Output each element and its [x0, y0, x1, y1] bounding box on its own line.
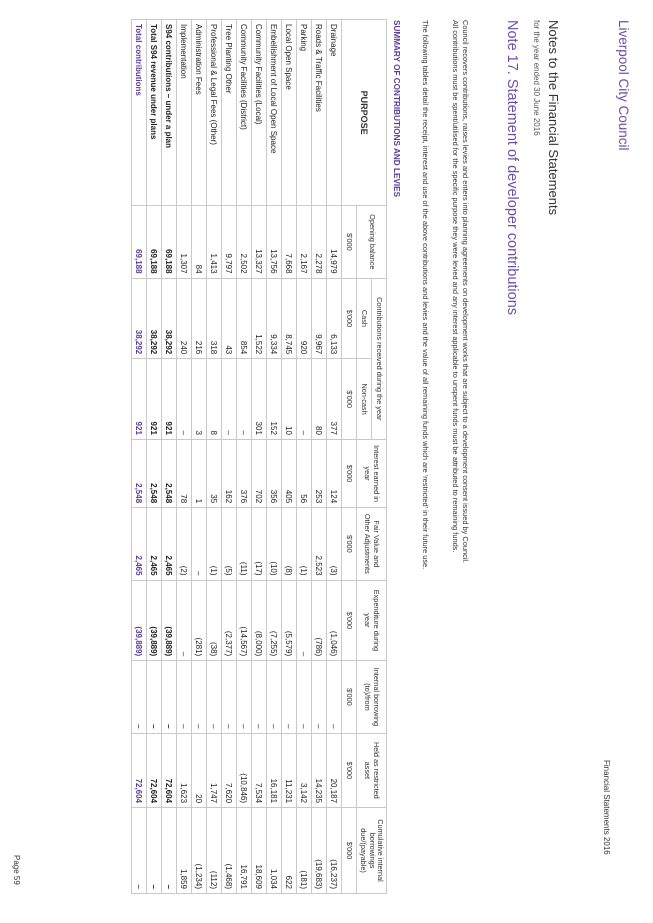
unit-label: $'000 — [342, 206, 357, 278]
row-internal-cell: – — [192, 661, 207, 733]
fair-value-header: Fair Value and Other Adjustments — [357, 508, 387, 580]
row-internal-cell: – — [237, 661, 252, 733]
row-held-cell: 20,187 — [327, 733, 342, 807]
row-opening-cell: 69,188 — [162, 206, 177, 278]
contributions-table — [131, 19, 387, 894]
row-opening-cell: 14,979 — [327, 206, 342, 278]
row-cumulative-cell: – — [147, 808, 162, 894]
row-expenditure-cell: (38) — [207, 580, 222, 661]
row-interest-cell: 78 — [177, 439, 192, 507]
expenditure-header: Expenditure during year — [357, 580, 387, 661]
row-opening-cell: 1,413 — [207, 206, 222, 278]
row-held-cell: 16,181 — [267, 733, 282, 807]
row-purpose-cell: Professional & Legal Fees (Other) — [207, 20, 222, 206]
row-held-cell: 72,604 — [162, 733, 177, 807]
unit-label: $'000 — [342, 808, 357, 894]
table-row — [177, 20, 192, 894]
row-fair-value-cell: (1) — [297, 508, 312, 580]
table-row — [267, 20, 282, 894]
row-cumulative-cell: (16,237) — [327, 808, 342, 894]
row-opening-cell: 1,307 — [177, 206, 192, 278]
row-purpose-cell: Drainage — [327, 20, 342, 206]
row-interest-cell: 702 — [252, 439, 267, 507]
row-opening-cell: 13,756 — [267, 206, 282, 278]
row-purpose-cell: Local Open Space — [282, 20, 297, 206]
unit-label: $'000 — [342, 278, 357, 359]
row-opening-cell: 2,278 — [312, 206, 327, 278]
cumulative-borrowings-header: Cumulative internal borrowings due/(payable) — [357, 808, 387, 894]
row-expenditure-cell: (2,377) — [222, 580, 237, 661]
unit-label: $'000 — [342, 439, 357, 507]
unit-label: $'000 — [342, 359, 357, 440]
row-interest-cell: 2,548 — [147, 439, 162, 507]
row-cumulative-cell: (19,683) — [312, 808, 327, 894]
row-purpose-cell: Community Facilities (Local) — [252, 20, 267, 206]
table-row — [297, 20, 312, 894]
intro-paragraph-1: Council recovers contributions, raises levies and enters into planning agreements on development works that are subject to a development consent issued by Council. — [461, 20, 470, 564]
subtotal-row — [147, 20, 162, 894]
row-opening-cell: 7,668 — [282, 206, 297, 278]
table-row — [192, 20, 207, 894]
row-fair-value-cell: 2,465 — [132, 508, 147, 580]
row-non-cash-cell: 921 — [162, 359, 177, 440]
non-cash-header: Non-cash — [357, 359, 372, 440]
row-cumulative-cell: 1,859 — [177, 808, 192, 894]
table-row — [207, 20, 222, 894]
row-expenditure-cell: (39,889) — [147, 580, 162, 661]
row-purpose-cell: Total contributions — [132, 20, 147, 206]
row-cash-cell: 854 — [237, 278, 252, 359]
row-interest-cell: 162 — [222, 439, 237, 507]
row-opening-cell: 69,188 — [147, 206, 162, 278]
row-held-cell: 1,747 — [207, 733, 222, 807]
row-held-cell: 14,235 — [312, 733, 327, 807]
row-fair-value-cell: (3) — [327, 508, 342, 580]
internal-borrowing-header: Internal borrowing (to)/from — [357, 661, 387, 733]
table-row — [327, 20, 342, 894]
unit-label: $'000 — [342, 661, 357, 733]
row-internal-cell: – — [132, 661, 147, 733]
row-expenditure-cell: (7,255) — [267, 580, 282, 661]
interest-header: Interest earned in year — [357, 439, 387, 507]
row-non-cash-cell: 8 — [207, 359, 222, 440]
row-cumulative-cell: 18,609 — [252, 808, 267, 894]
row-purpose-cell: Roads & Traffic Facilities — [312, 20, 327, 206]
row-cash-cell: 43 — [222, 278, 237, 359]
row-cash-cell: 318 — [207, 278, 222, 359]
row-internal-cell: – — [162, 661, 177, 733]
row-purpose-cell: Tree Planting Other — [222, 20, 237, 206]
row-interest-cell: 35 — [207, 439, 222, 507]
page-number: Page 59 — [12, 855, 21, 885]
period-text: for the year ended 30 June 2016 — [532, 20, 541, 136]
subtotal-row — [162, 20, 177, 894]
contributions-group-header: Contributions received during the year — [372, 278, 387, 439]
row-cumulative-cell: (1,468) — [222, 808, 237, 894]
row-non-cash-cell: – — [297, 359, 312, 440]
row-opening-cell: 9,797 — [222, 206, 237, 278]
row-expenditure-cell: (1,046) — [327, 580, 342, 661]
row-fair-value-cell: 2,465 — [162, 508, 177, 580]
row-held-cell: 11,231 — [282, 733, 297, 807]
row-internal-cell: – — [312, 661, 327, 733]
row-interest-cell: 1 — [192, 439, 207, 507]
row-interest-cell: 2,548 — [132, 439, 147, 507]
row-purpose-cell: Community Facilities (District) — [237, 20, 252, 206]
table-row — [222, 20, 237, 894]
row-fair-value-cell: 2,523 — [312, 508, 327, 580]
row-opening-cell: 2,502 — [237, 206, 252, 278]
row-fair-value-cell: (8) — [282, 508, 297, 580]
row-held-cell: 72,604 — [147, 733, 162, 807]
row-non-cash-cell: – — [222, 359, 237, 440]
total-row — [132, 20, 147, 894]
row-internal-cell: – — [222, 661, 237, 733]
row-expenditure-cell: (39,889) — [162, 580, 177, 661]
row-internal-cell: – — [177, 661, 192, 733]
row-held-cell: 3,142 — [297, 733, 312, 807]
cash-header: Cash — [357, 278, 372, 359]
row-non-cash-cell: 80 — [312, 359, 327, 440]
row-interest-cell: 405 — [282, 439, 297, 507]
purpose-header: PURPOSE — [342, 20, 387, 206]
header-row-1 — [372, 20, 387, 894]
row-opening-cell: 69,188 — [132, 206, 147, 278]
row-purpose-cell: S94 contributions – under a plan — [162, 20, 177, 206]
row-cumulative-cell: 622 — [282, 808, 297, 894]
row-cumulative-cell: 16,791 — [237, 808, 252, 894]
row-fair-value-cell: (5) — [222, 508, 237, 580]
table-row — [312, 20, 327, 894]
row-cash-cell: 6,133 — [327, 278, 342, 359]
unit-label: $'000 — [342, 733, 357, 807]
row-opening-cell: 84 — [192, 206, 207, 278]
row-interest-cell: 56 — [297, 439, 312, 507]
held-restricted-header: Held as restricted asset — [357, 733, 387, 807]
row-interest-cell: 356 — [267, 439, 282, 507]
document-reference: Financial Statements 2016 — [602, 760, 611, 855]
row-cumulative-cell: (112) — [207, 808, 222, 894]
opening-balance-header: Opening balance — [357, 206, 387, 278]
row-held-cell: 72,604 — [132, 733, 147, 807]
row-fair-value-cell: (11) — [237, 508, 252, 580]
row-fair-value-cell: (17) — [252, 508, 267, 580]
row-non-cash-cell: 377 — [327, 359, 342, 440]
row-internal-cell: – — [297, 661, 312, 733]
row-cash-cell: 38,292 — [147, 278, 162, 359]
unit-label: $'000 — [342, 580, 357, 661]
row-held-cell: 7,534 — [252, 733, 267, 807]
organisation-name: Liverpool City Council — [616, 20, 631, 151]
row-cumulative-cell: – — [132, 808, 147, 894]
row-cash-cell: 9,334 — [267, 278, 282, 359]
note-title: Note 17. Statement of developer contributions — [504, 20, 520, 316]
row-cumulative-cell: (181) — [297, 808, 312, 894]
summary-heading: SUMMARY OF CONTRIBUTIONS AND LEVIES — [392, 20, 401, 198]
row-non-cash-cell: 301 — [252, 359, 267, 440]
row-expenditure-cell: (39,889) — [132, 580, 147, 661]
row-cumulative-cell: (1,234) — [192, 808, 207, 894]
intro-paragraph-2: All contributions must be spent/utilised for the specific purpose they were levied and any interest applicable to unspent funds must be attributed to remaining funds. — [451, 20, 460, 553]
row-non-cash-cell: – — [237, 359, 252, 440]
row-cash-cell: 38,292 — [162, 278, 177, 359]
row-expenditure-cell: – — [177, 580, 192, 661]
row-expenditure-cell: (5,579) — [282, 580, 297, 661]
unit-label: $'000 — [342, 508, 357, 580]
row-interest-cell: 376 — [237, 439, 252, 507]
row-non-cash-cell: 152 — [267, 359, 282, 440]
row-expenditure-cell: (14,567) — [237, 580, 252, 661]
row-cumulative-cell: 1,034 — [267, 808, 282, 894]
row-internal-cell: – — [327, 661, 342, 733]
table-row — [252, 20, 267, 894]
row-non-cash-cell: – — [177, 359, 192, 440]
row-internal-cell: – — [267, 661, 282, 733]
row-internal-cell: – — [282, 661, 297, 733]
row-non-cash-cell: 921 — [147, 359, 162, 440]
row-fair-value-cell: – — [192, 508, 207, 580]
row-interest-cell: 253 — [312, 439, 327, 507]
row-cash-cell: 38,292 — [132, 278, 147, 359]
statement-title: Notes to the Financial Statements — [546, 20, 561, 216]
row-purpose-cell: Embellishment of Local Open Space — [267, 20, 282, 206]
row-purpose-cell: Administration Fees — [192, 20, 207, 206]
row-interest-cell: 124 — [327, 439, 342, 507]
row-non-cash-cell: 921 — [132, 359, 147, 440]
row-held-cell: 1,623 — [177, 733, 192, 807]
row-opening-cell: 13,327 — [252, 206, 267, 278]
row-expenditure-cell: – — [297, 580, 312, 661]
row-internal-cell: – — [252, 661, 267, 733]
row-cash-cell: 920 — [297, 278, 312, 359]
table-row — [282, 20, 297, 894]
row-held-cell: 20 — [192, 733, 207, 807]
row-held-cell: (10,846) — [237, 733, 252, 807]
row-fair-value-cell: (2) — [177, 508, 192, 580]
row-internal-cell: – — [207, 661, 222, 733]
row-purpose-cell: Total S94 revenue under plans — [147, 20, 162, 206]
row-non-cash-cell: 10 — [282, 359, 297, 440]
row-fair-value-cell: 2,465 — [147, 508, 162, 580]
row-cash-cell: 240 — [177, 278, 192, 359]
row-cash-cell: 9,967 — [312, 278, 327, 359]
table-body — [132, 20, 342, 894]
row-opening-cell: 2,167 — [297, 206, 312, 278]
row-held-cell: 7,620 — [222, 733, 237, 807]
row-interest-cell: 2,548 — [162, 439, 177, 507]
row-purpose-cell: Implementation — [177, 20, 192, 206]
row-purpose-cell: Parking — [297, 20, 312, 206]
row-expenditure-cell: (281) — [192, 580, 207, 661]
row-expenditure-cell: (786) — [312, 580, 327, 661]
row-non-cash-cell: 3 — [192, 359, 207, 440]
row-cash-cell: 216 — [192, 278, 207, 359]
row-expenditure-cell: (8,000) — [252, 580, 267, 661]
row-fair-value-cell: (1) — [207, 508, 222, 580]
row-fair-value-cell: (10) — [267, 508, 282, 580]
row-cumulative-cell: – — [162, 808, 177, 894]
row-cash-cell: 1,522 — [252, 278, 267, 359]
row-cash-cell: 8,745 — [282, 278, 297, 359]
intro-paragraph-3: The following tables detail the receipt, interest and use of the above contributions and levies and the value of all remaining funds which are 'restricted' in their future use. — [421, 20, 430, 570]
row-internal-cell: – — [147, 661, 162, 733]
table-row — [237, 20, 252, 894]
